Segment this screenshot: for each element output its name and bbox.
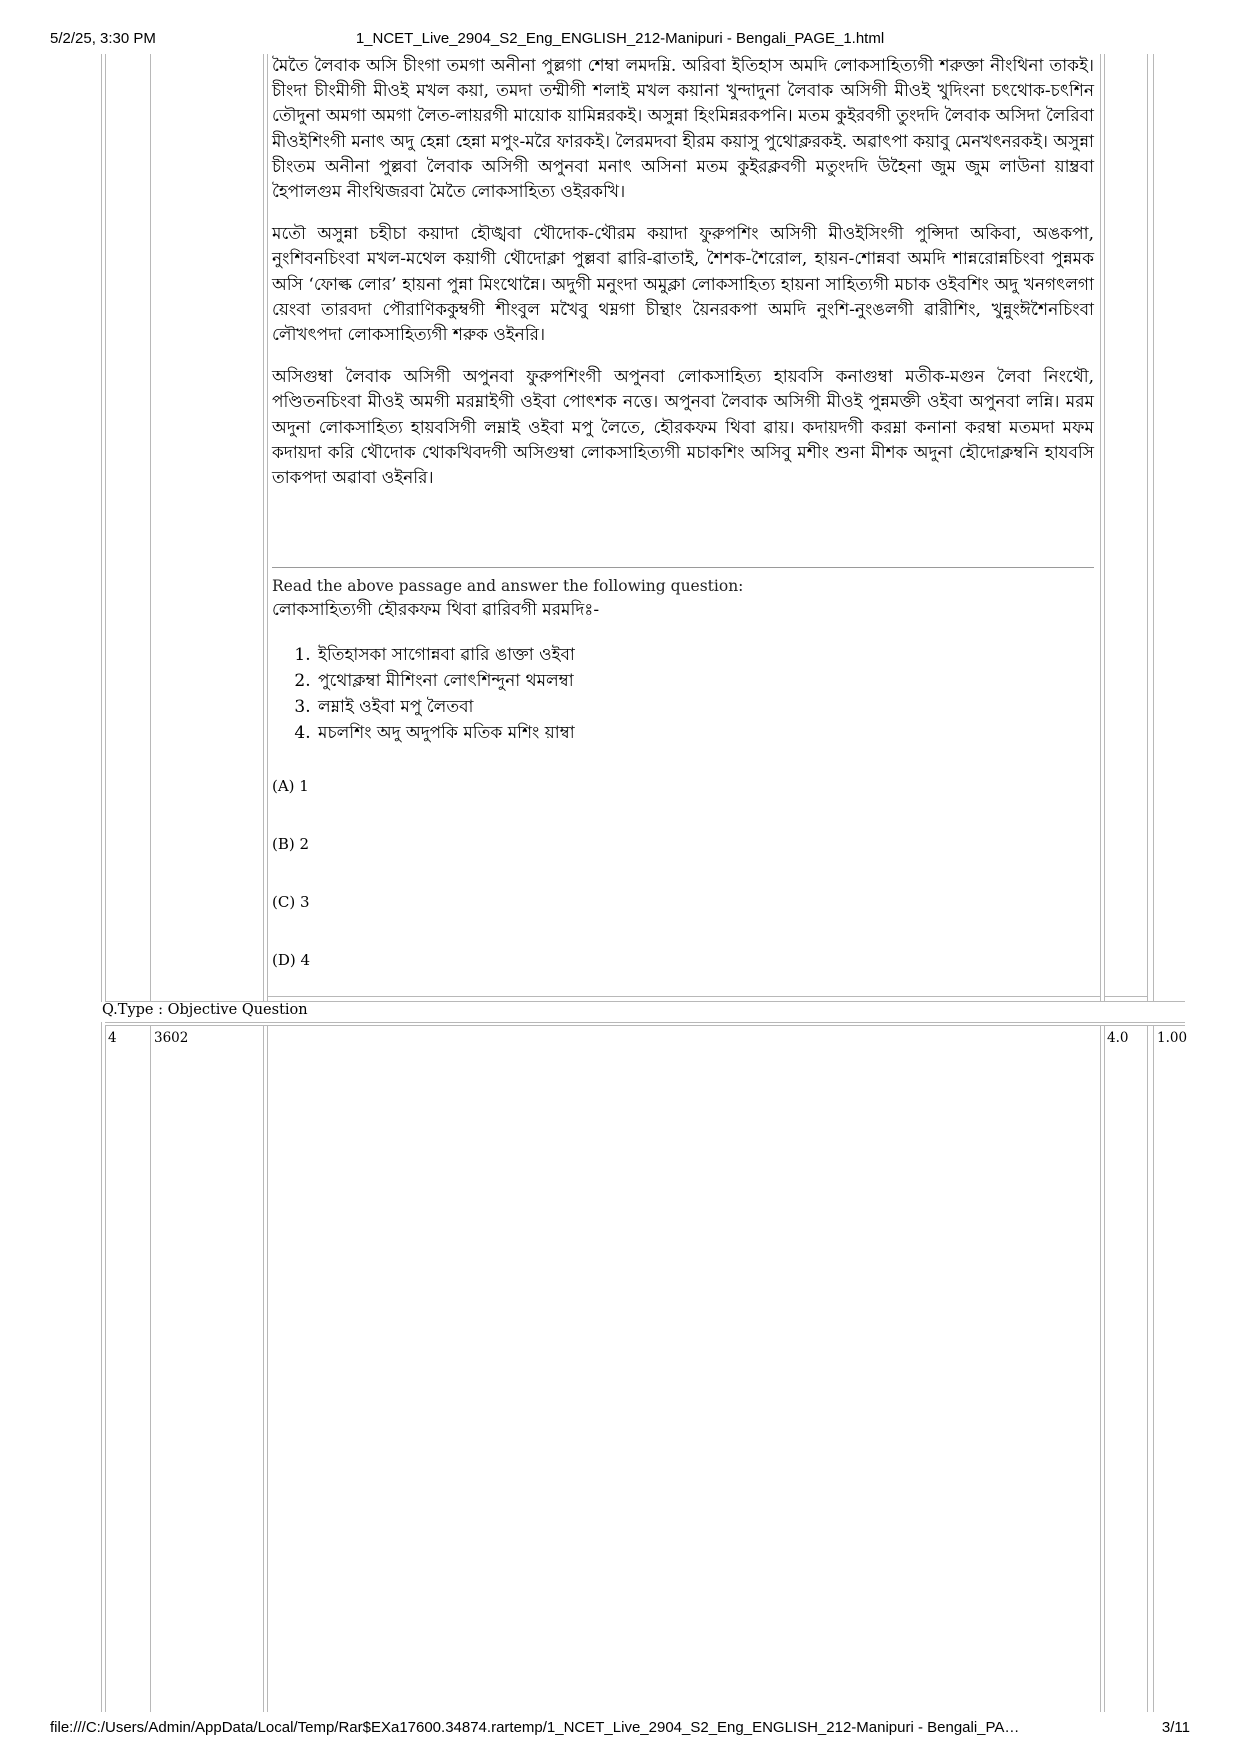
table-column-divider [1153, 1026, 1154, 1712]
question-type-label: Q.Type : Objective Question [102, 1002, 308, 1018]
table-column-divider [1104, 1026, 1105, 1712]
option-c[interactable]: (C) 3 [272, 893, 310, 911]
print-datetime: 5/2/25, 3:30 PM [50, 30, 156, 47]
table-border-left-inner [105, 54, 106, 1002]
question-id: 3602 [154, 1030, 189, 1046]
table-column-divider [1100, 1026, 1101, 1712]
question-serial-number: 4 [108, 1030, 117, 1046]
table-column-divider [1147, 1026, 1148, 1712]
print-document-title: 1_NCET_Live_2904_S2_Eng_ENGLISH_212-Manipuri - Bengali_PAGE_1.html [355, 30, 885, 47]
passage-paragraph: মতৌ অসুন্না চহীচা কয়াদা হৌঙ্খবা থৌদোক-থৌরম কয়াদা ফুরুপশিং অসিগী মীওইসিংগী পুন্সিদা অকিবা, অঙকপা, নুংশিবনচিংবা মখল-মথেল কয়াগী থৌদোক্লা পুল্লবা ৱারি-ৱাতাই, শৈশক-শৈরোল, হায়ন-শোন্নবা অমদি শান্নরোন্নচিংবা পুন্নমক অসি ‘ফোল্ক লোর’ হায়না পুন্না মিংথোন্নৈ। অদুগী মনুংদা অমুক্লা লোকসাহিত্য হায়না সাহিত্যগী মচাক ওইবশিং অদু খনগৎলগা য়েংবা তারবদা পৌরাণিককুম্বগী শীংবুল মখৈবু থম্নগা চীন্থাং য়ৈনরকপা অমদি নুংশি-নুংঙলগী ৱারীশিং, খুন্নুংঈশৈনচিংবা লৌখৎপদা লোকসাহিত্যগী শরুক ওইনরি। [272, 224, 1094, 346]
question-type-row [102, 1002, 1142, 1022]
statement-item: 4. মচলশিং অদু অদুপকি মতিক মশিং য়াম্বা [316, 720, 1094, 746]
print-header [0, 30, 1240, 54]
table-column-divider [1147, 54, 1148, 1002]
table-column-divider [267, 54, 268, 1002]
table-column-divider [263, 54, 264, 1002]
table-column-divider [267, 1026, 268, 1712]
print-footer [0, 1719, 1240, 1743]
question-prompt: লোকসাহিত্যগী হৌরকফম থিবা ৱারিবগী মরমদিঃ- [272, 600, 600, 620]
table-border-left-outer [101, 1022, 102, 1712]
print-file-path: file:///C:/Users/Admin/AppData/Local/Temp/Rar$EXa17600.34874.rartemp/1_NCET_Live_2904_S2_Eng_ENGLISH_212-Manipuri - Bengali_PA… [50, 1719, 1020, 1736]
question-negative-marks: 1.00 [1157, 1030, 1188, 1046]
statement-item: 3. লম্নাই ওইবা মপু লৈতবা [316, 694, 1094, 720]
statement-list [272, 642, 1094, 746]
question-marks: 4.0 [1107, 1030, 1129, 1046]
table-column-divider [150, 54, 151, 1002]
option-a[interactable]: (A) 1 [272, 777, 309, 795]
table-column-divider [150, 1026, 151, 1712]
reading-passage [272, 54, 1094, 508]
statement-item: 1. ইতিহাসকা সাগোন্নবা ৱারি ঙাক্তা ওইবা [316, 642, 1094, 668]
table-column-divider [1100, 54, 1101, 1002]
row-separator [105, 1022, 1185, 1023]
statement-item: 2. পুথোক্লম্বা মীশিংনা লোৎশিন্দুনা থমলম্বা [316, 668, 1094, 694]
passage-paragraph: অসিগুম্বা লৈবাক অসিগী অপুনবা ফুরুপশিংগী অপুনবা লোকসাহিত্য হায়বসি কনাগুম্বা মতীক-মগুন লৈবা নিংথৌ, পণ্ডিতনচিংবা মীওই অমগী মরম্নাইগী ওইবা পোৎশক নত্তে। অপুনবা লৈবাক অসিগী মীওই পুন্নমক্তী ওইবা অপুনবা লন্নি। মরম অদুনা লোকসাহিত্য হায়বসিগী লম্নাই ওইবা মপু লৈতে, হৌরকফম থিবা ৱায়। কদায়দগী করম্না কনানা করম্বা মতমদা মফম কদায়দা করি থৌদোক থোকখিবদগী অসিগুম্বা লোকসাহিত্যগী মচাকশিং অসিবু মশীং শুনা মীশক অদুনা হৌদোক্লম্বনি হাযবসি তাকপদা অৱাবা ওইনরি। [272, 367, 1094, 489]
table-column-divider [1104, 54, 1105, 1002]
passage-divider [272, 567, 1094, 568]
passage-paragraph: মৈতৈ লৈবাক অসি চীংগা তমগা অনীনা পুল্লগা শেম্বা লমদম্নি. অরিবা ইতিহাস অমদি লোকসাহিত্যগী শরুক্তা নীংথিনা তাকই। চীংদা চীংমীগী মীওই মখল কয়া, তমদা তম্মীগী শলাই মখল কয়ানা খুন্দাদুনা লৈবাক অসিগী মীওই খুদিংনা চৎথোক-চৎশিন তৌদুনা অমগা অমগা লৈত-লায়রগী মায়োক য়ামিন্নরকই। অসুন্না হিংমিন্নরকপনি। মতম কুইরবগী তুংদদি লৈবাক অসিদা লৈরিবা মীওইশিংগী মনাৎ অদু হেন্না হেন্না মপুং-মরৈ ফারকই। লৈরমদবা হীরম কয়াসু পুথোক্লরকই. অৱাৎপা কয়াবু মেনখৎনরকই। অসুন্না চীংতম অনীনা পুল্লবা লৈবাক অসিগী অপুনবা মনাৎ অসিনা মতম কুইরক্লবগী মতুংদদি উহৈনা জুম জুম লাউনা য়াম্ব্রবা হৈপালগুম নীংথিজরবা মৈতৈ লোকসাহিত্য ওইরকখি। [272, 56, 1094, 203]
question-block [272, 576, 1094, 746]
option-d[interactable]: (D) 4 [272, 951, 311, 969]
cell-bottom-border [1104, 996, 1147, 997]
print-page-number: 3/11 [1161, 1719, 1190, 1736]
question-instruction: Read the above passage and answer the following question: [272, 577, 744, 595]
table-border-left-inner [105, 1026, 106, 1712]
option-b[interactable]: (B) 2 [272, 835, 310, 853]
table-column-divider [263, 1026, 264, 1712]
cell-bottom-border [267, 996, 1101, 997]
table-column-divider [1153, 54, 1154, 1002]
table-border-left-outer [101, 54, 102, 1002]
